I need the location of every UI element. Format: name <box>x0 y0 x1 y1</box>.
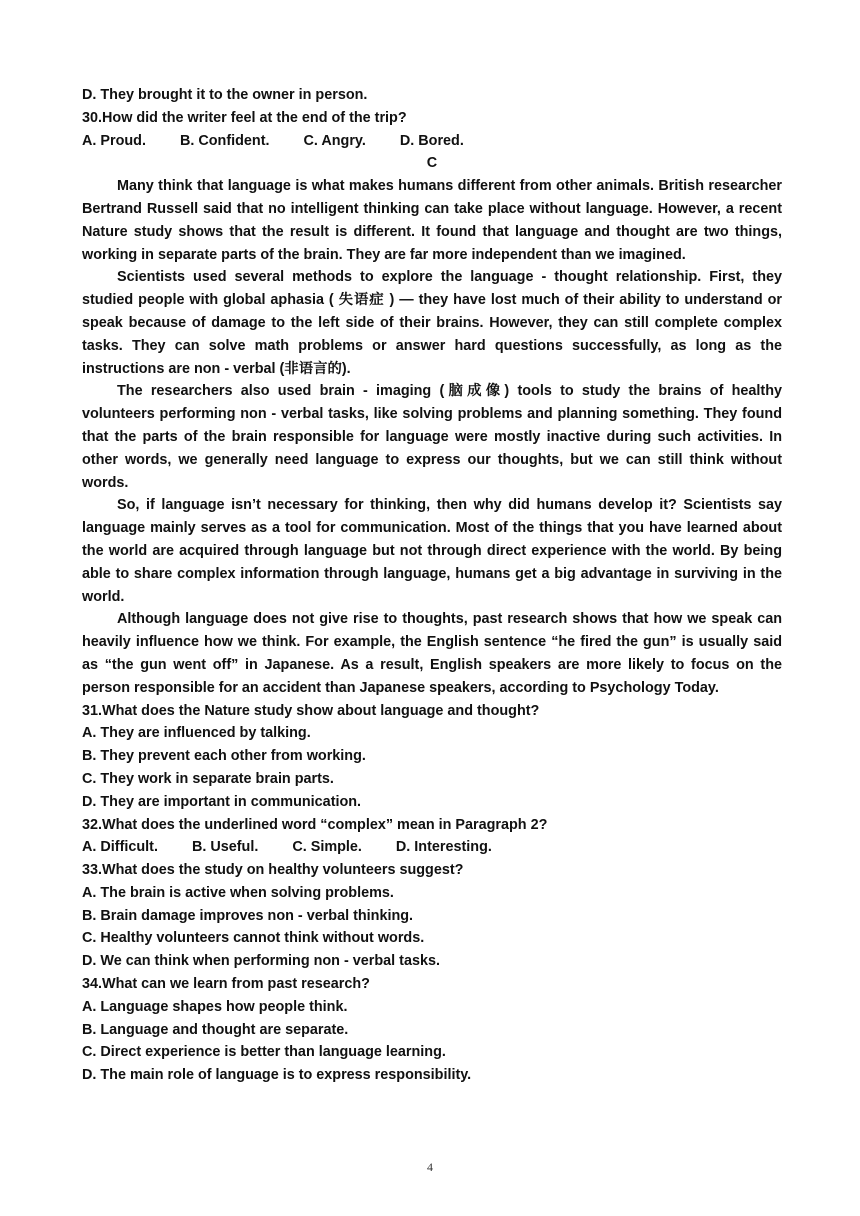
q29-option-d: D. They brought it to the owner in person. <box>82 87 368 103</box>
q30-option-c: C. Angry. <box>303 132 366 149</box>
q34-stem: 34.What can we learn from past research? <box>82 976 370 993</box>
q33-option-d: D. We can think when performing non - verbal tasks. <box>82 953 440 970</box>
q31-option-c: C. They work in separate brain parts. <box>82 770 334 787</box>
q32-option-c: C. Simple. <box>292 839 362 856</box>
q30-options <box>82 130 782 153</box>
q31-stem: 31.What does the Nature study show about language and thought? <box>82 702 540 719</box>
q30-stem: 30.How did the writer feel at the end of the trip? <box>82 109 407 126</box>
q32-option-b: B. Useful. <box>191 839 259 856</box>
q34-option-b: B. Language and thought are separate. <box>82 1021 349 1038</box>
q34-option-c: C. Direct experience is better than language learning. <box>82 1044 446 1061</box>
q30-option-d: D. Bored. <box>399 132 464 149</box>
page-number: 4 <box>427 1160 433 1174</box>
passage-paragraph-2: Scientists used several methods to explore the language - thought relationship. First, they studied people with global aphasia ( 失语症 ) — they have lost much of their ability to understand or speak because of damage to the left side of their brains. However, they can still complete complex tasks. They can solve math problems or answer hard questions successfully, as long as the instructions are non - verbal (非语言的). <box>82 269 782 377</box>
passage-paragraph-4: So, if language isn’t necessary for thinking, then why did humans develop it? Scientists say language mainly serves as a tool for communication. Most of the things that you have learned about the world are acquired through language but not through direct experience with the world. By being able to share complex information through language, humans get a big advantage in surviving in the world. <box>82 497 782 605</box>
q31-option-d: D. They are important in communication. <box>82 793 362 810</box>
q30-option-b: B. Confident. <box>179 132 270 149</box>
q32-stem: 32.What does the underlined word “complex” mean in Paragraph 2? <box>82 816 548 833</box>
page-content <box>82 84 782 1087</box>
passage-paragraph-3: The researchers also used brain - imaging (脑成像) tools to study the brains of healthy volunteers performing non - verbal tasks, like solving problems and planning something. They found that the parts of the brain responsible for language were mostly inactive during such activities. In other words, we generally need language to express our thoughts, but we can still think without words. <box>82 383 782 491</box>
q32-options <box>82 836 782 859</box>
q32-option-d: D. Interesting. <box>395 839 492 856</box>
q31-option-b: B. They prevent each other from working. <box>82 748 366 765</box>
q31-option-a: A. They are influenced by talking. <box>82 725 311 742</box>
q33-option-a: A. The brain is active when solving problems. <box>82 884 394 901</box>
q32-option-a: A. Difficult. <box>82 839 158 856</box>
q30-option-a: A. Proud. <box>82 132 146 149</box>
q34-option-a: A. Language shapes how people think. <box>82 998 348 1015</box>
q33-stem: 33.What does the study on healthy volunteers suggest? <box>82 862 464 879</box>
section-label: C <box>426 155 438 172</box>
q33-option-c: C. Healthy volunteers cannot think without words. <box>82 930 425 947</box>
passage-paragraph-5: Although language does not give rise to thoughts, past research shows that how we speak can heavily influence how we think. For example, the English sentence “he fired the gun” is usually said as “the gun went off” in Japanese. As a result, English speakers are more likely to focus on the person responsible for an accident than Japanese speakers, according to Psychology Today. <box>82 611 782 696</box>
passage-paragraph-1: Many think that language is what makes humans different from other animals. British researcher Bertrand Russell said that no intelligent thinking can take place without language. However, a recent Nature study shows that the result is different. It found that language and thought are two things, working in separate parts of the brain. They are far more independent than we imagined. <box>82 178 782 263</box>
q34-option-d: D. The main role of language is to express responsibility. <box>82 1067 472 1084</box>
q33-option-b: B. Brain damage improves non - verbal thinking. <box>82 907 414 924</box>
